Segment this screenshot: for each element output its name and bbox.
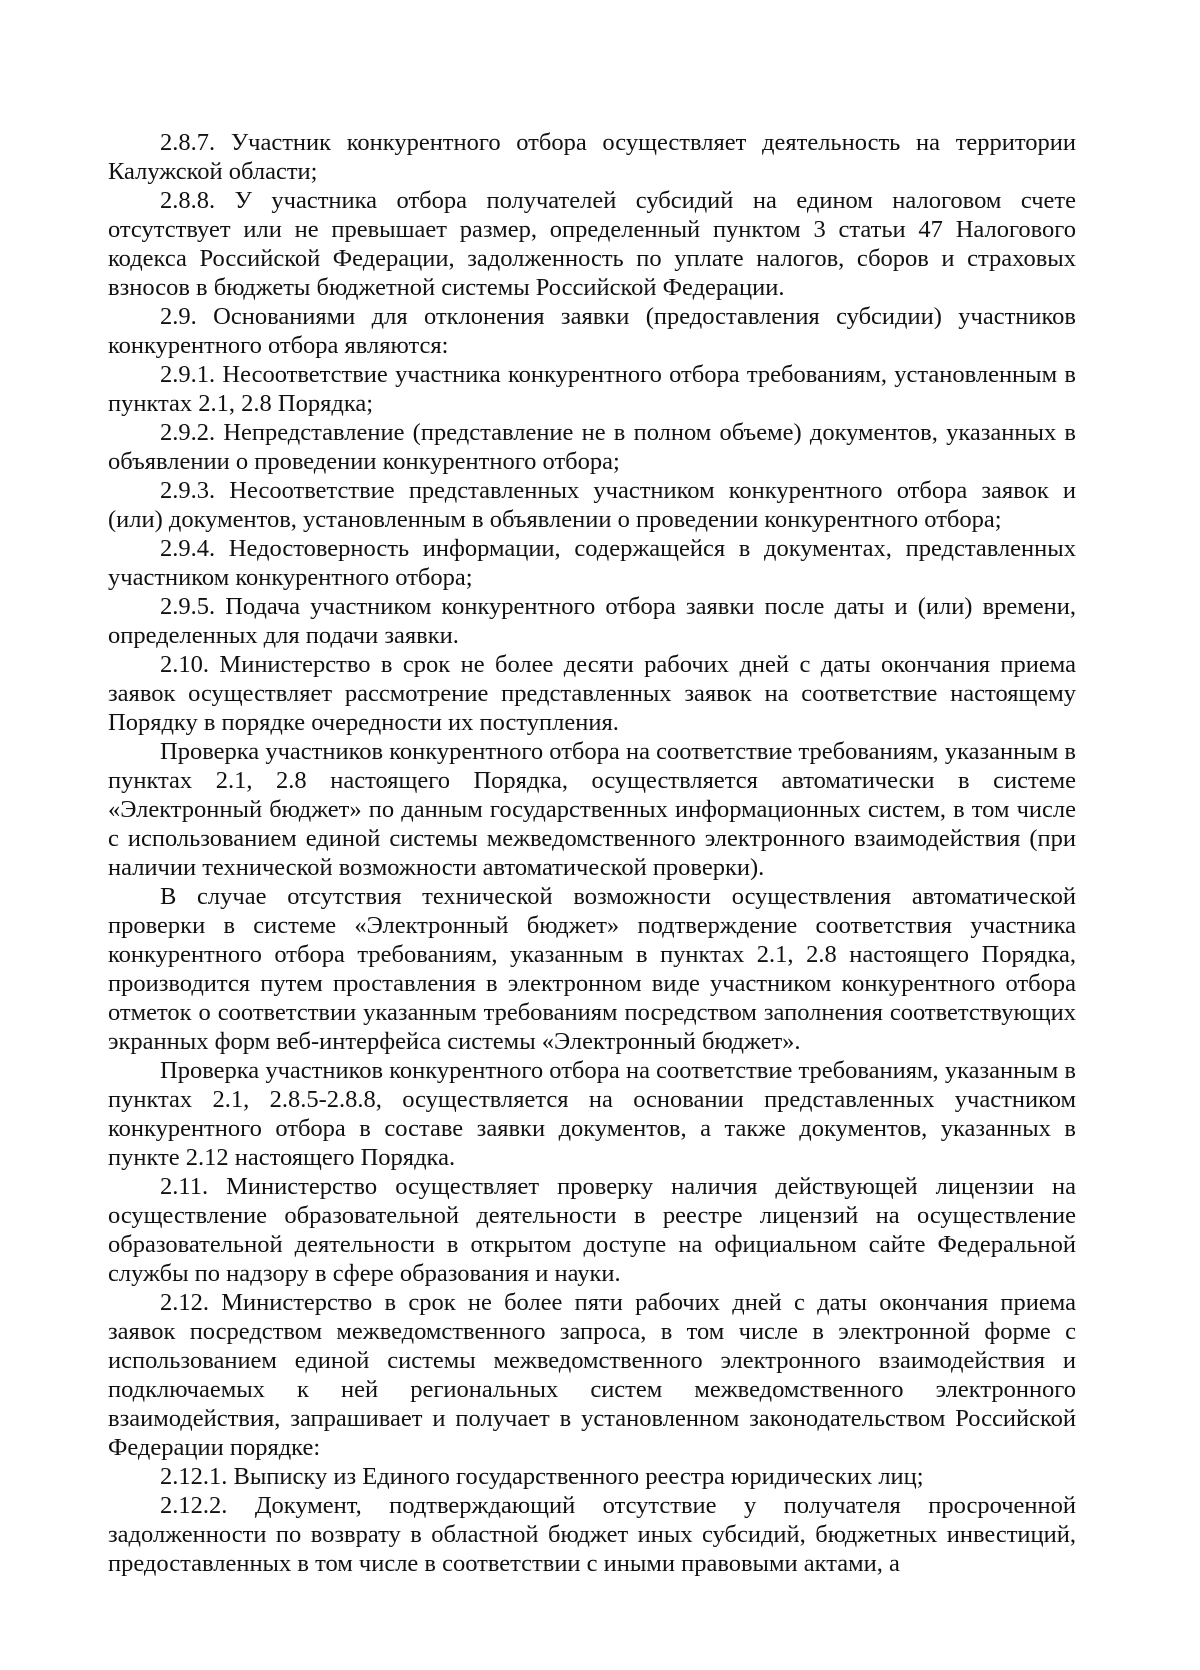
paragraph-check-auto: Проверка участников конкурентного отбора на соответствие требованиям, указанным в пунктах 2.1, 2.8 настоящего Порядка, осуществляется автоматически в системе «Электронный бюджет» по данным государственных информационных систем, в том числе с использованием единой системы межведомственного электронного взаимодействия (при наличии технической возможности автоматической проверки). xyxy=(108,738,1076,881)
paragraph-2-12-2: 2.12.2. Документ, подтверждающий отсутствие у получателя просроченной задолженности по возврату в областной бюджет иных субсидий, бюджетных инвестиций, предоставленных в том числе в соответствии с иными правовыми актами, а xyxy=(108,1492,1076,1577)
paragraph-2-9-1: 2.9.1. Несоответствие участника конкурентного отбора требованиям, установленным в пунктах 2.1, 2.8 Порядка; xyxy=(108,361,1076,417)
paragraph-2-11: 2.11. Министерство осуществляет проверку наличия действующей лицензии на осуществление образовательной деятельности в реестре лицензий на осуществление образовательной деятельности в открытом доступе на официальном сайте Федеральной службы по надзору в сфере образования и науки. xyxy=(108,1173,1076,1287)
paragraph-2-10: 2.10. Министерство в срок не более десяти рабочих дней с даты окончания приема заявок осуществляет рассмотрение представленных заявок на соответствие настоящему Порядку в порядке очередности их поступления. xyxy=(108,651,1076,736)
paragraph-2-12: 2.12. Министерство в срок не более пяти рабочих дней с даты окончания приема заявок посредством межведомственного запроса, в том числе в электронной форме с использованием единой системы межведомственного электронного взаимодействия и подключаемых к ней региональных систем межведомственного электронного взаимодействия, запрашивает и получает в установленном законодательством Российской Федерации порядке: xyxy=(108,1289,1076,1461)
paragraph-2-12-1: 2.12.1. Выписку из Единого государственного реестра юридических лиц; xyxy=(160,1463,924,1490)
paragraph-2-9-3: 2.9.3. Несоответствие представленных участником конкурентного отбора заявок и (или) документов, установленным в объявлении о проведении конкурентного отбора; xyxy=(108,477,1076,533)
paragraph-2-9-5: 2.9.5. Подача участником конкурентного отбора заявки после даты и (или) времени, определенных для подачи заявки. xyxy=(108,593,1076,649)
paragraph-2-9-2: 2.9.2. Непредставление (представление не в полном объеме) документов, указанных в объявлении о проведении конкурентного отбора; xyxy=(108,419,1076,475)
paragraph-2-8-8: 2.8.8. У участника отбора получателей субсидий на едином налоговом счете отсутствует или не превышает размер, определенный пунктом 3 статьи 47 Налогового кодекса Российской Федерации, задолженность по уплате налогов, сборов и страховых взносов в бюджеты бюджетной системы Российской Федерации. xyxy=(108,187,1076,301)
paragraph-check-manual: В случае отсутствия технической возможности осуществления автоматической проверки в системе «Электронный бюджет» подтверждение соответствия участника конкурентного отбора требованиям, указанным в пунктах 2.1, 2.8 настоящего Порядка, производится путем проставления в электронном виде участником конкурентного отбора отметок о соответствии указанным требованиям посредством заполнения соответствующих экранных форм веб-интерфейса системы «Электронный бюджет». xyxy=(108,883,1076,1055)
paragraph-check-documents: Проверка участников конкурентного отбора на соответствие требованиям, указанным в пунктах 2.1, 2.8.5-2.8.8, осуществляется на основании представленных участником конкурентного отбора в составе заявки документов, а также документов, указанных в пункте 2.12 настоящего Порядка. xyxy=(108,1057,1076,1171)
paragraph-2-8-7: 2.8.7. Участник конкурентного отбора осуществляет деятельность на территории Калужской области; xyxy=(108,129,1076,185)
paragraph-2-9: 2.9. Основаниями для отклонения заявки (предоставления субсидии) участников конкурентного отбора являются: xyxy=(108,303,1076,359)
paragraph-2-9-4: 2.9.4. Недостоверность информации, содержащейся в документах, представленных участником конкурентного отбора; xyxy=(108,535,1076,591)
document-page xyxy=(108,128,1076,1578)
